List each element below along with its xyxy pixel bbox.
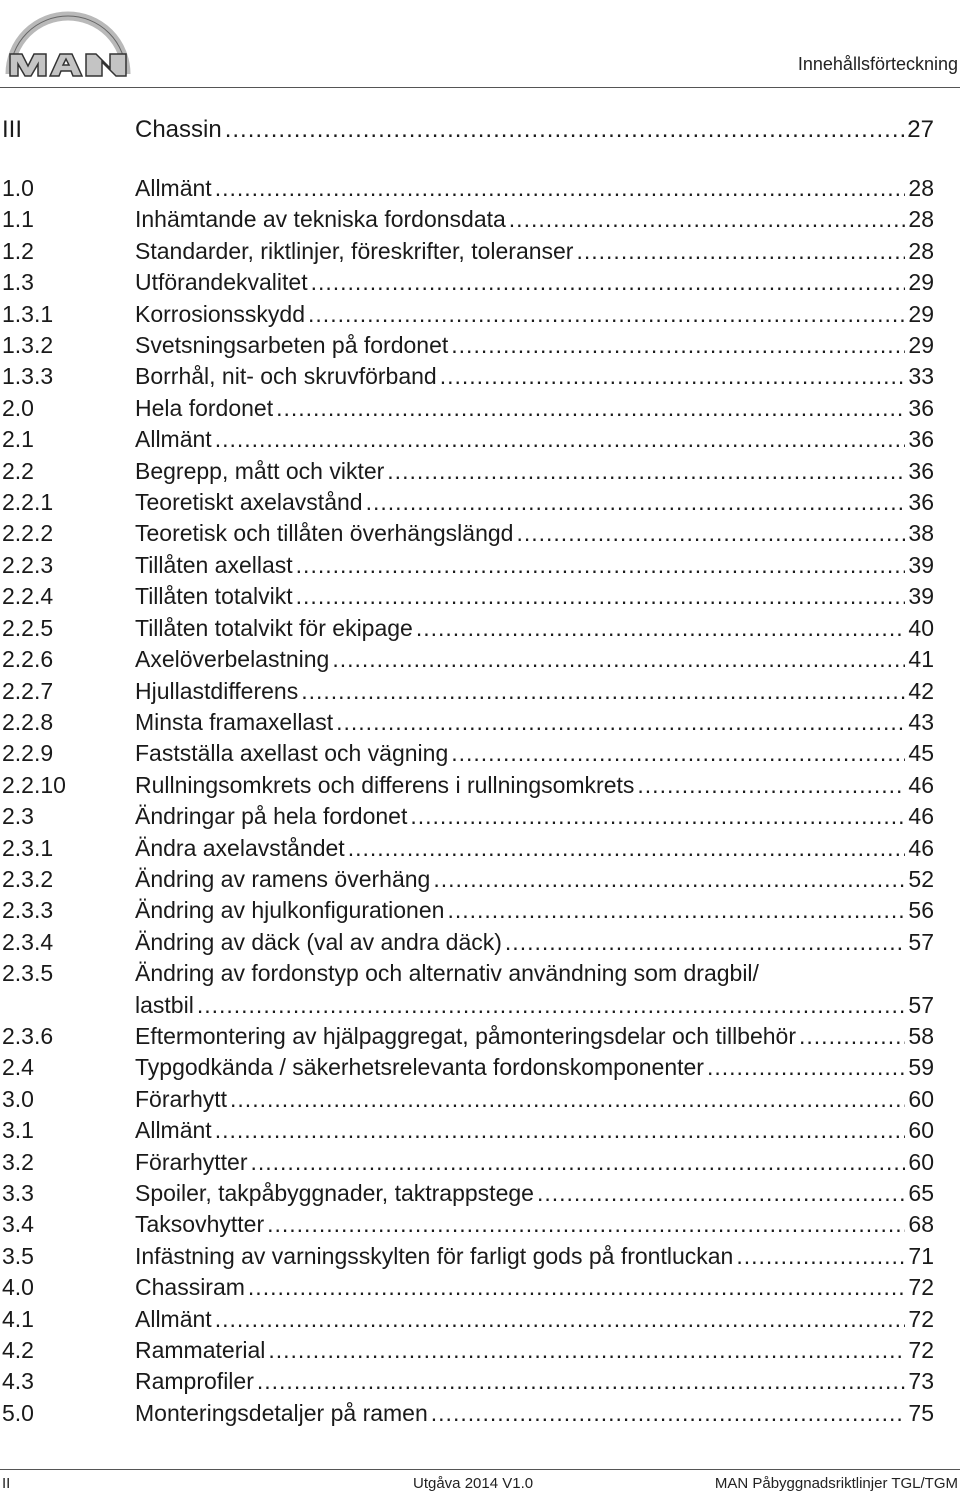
toc-entry-wrapped[interactable] [0, 958, 934, 1021]
toc-page: 41 [908, 646, 934, 673]
toc-title: Rullningsomkrets och differens i rullningsomkrets [135, 771, 635, 798]
toc-page: 72 [908, 1274, 934, 1301]
toc-entry[interactable] [0, 204, 934, 235]
toc-title: Tillåten totalvikt [135, 583, 293, 610]
toc-leader [308, 299, 905, 330]
toc-title: Teoretiskt axelavstånd [135, 489, 363, 516]
toc-number: 4.1 [2, 1305, 34, 1332]
toc-entry[interactable] [0, 1052, 934, 1083]
toc-page: 72 [908, 1337, 934, 1364]
toc-page: 58 [908, 1022, 934, 1049]
toc-title: Chassin [135, 116, 222, 143]
toc-page: 52 [908, 865, 934, 892]
toc-number: 4.2 [2, 1337, 34, 1364]
toc-entry[interactable] [0, 1178, 934, 1209]
toc-leader [336, 707, 905, 738]
toc-entry[interactable] [0, 864, 934, 895]
toc-title: Axelöverbelastning [135, 646, 330, 673]
toc-page: 33 [908, 363, 934, 390]
toc-leader [215, 1115, 906, 1146]
toc-page: 27 [907, 116, 934, 143]
toc-entry[interactable] [0, 1084, 934, 1115]
toc-entry[interactable] [0, 1021, 934, 1052]
toc-number: 2.3.5 [2, 960, 54, 987]
toc-title: Ändring av ramens överhäng [135, 865, 431, 892]
toc-entry[interactable] [0, 770, 934, 801]
toc-entry[interactable] [0, 1335, 934, 1366]
toc-title: Inhämtande av tekniska fordonsdata [135, 206, 506, 233]
toc-page: 36 [908, 426, 934, 453]
toc-title: Ramprofiler [135, 1368, 254, 1395]
toc-title: Spoiler, takpåbyggnader, taktrappstege [135, 1180, 534, 1206]
toc-leader [366, 487, 906, 518]
toc-entry[interactable] [0, 424, 934, 455]
toc-page: 29 [908, 269, 934, 296]
toc-entry[interactable] [0, 518, 934, 549]
toc-title: Eftermontering av hjälpaggregat, påmonteringsdelar och tillbehör [135, 1022, 797, 1049]
toc-entry[interactable] [0, 738, 934, 769]
toc-leader [301, 676, 905, 707]
toc-number: 2.1 [2, 426, 34, 453]
toc-entry[interactable] [0, 927, 934, 958]
toc-leader [215, 173, 906, 204]
toc-number: 3.0 [2, 1085, 34, 1112]
toc-number: III [2, 116, 23, 143]
toc-entry[interactable] [0, 1304, 934, 1335]
toc-entry[interactable] [0, 1272, 934, 1303]
toc-leader [410, 801, 905, 832]
toc-title: Allmänt [135, 175, 212, 201]
toc-title: Infästning av varningsskylten för farligt gods på frontluckan [135, 1242, 734, 1269]
toc-number: 4.0 [2, 1274, 34, 1301]
toc-entry[interactable] [0, 393, 934, 424]
toc-number: 1.3.3 [2, 363, 54, 390]
toc-number: 1.3 [2, 269, 34, 296]
toc-number: 3.1 [2, 1117, 34, 1144]
toc-page: 60 [908, 1117, 934, 1144]
toc-page: 36 [908, 457, 934, 484]
toc-title: Allmänt [135, 1305, 212, 1332]
toc-entry[interactable] [0, 581, 934, 612]
toc-title: Förarhytt [135, 1085, 228, 1112]
toc-entry[interactable] [0, 299, 934, 330]
footer-edition: Utgåva 2014 V1.0 [413, 1475, 534, 1492]
toc-title: Korrosionsskydd [135, 300, 306, 327]
toc-page: 60 [908, 1085, 934, 1112]
toc-title: Minsta framaxellast [135, 708, 334, 735]
toc-leader [215, 424, 906, 455]
toc-number: 2.2.4 [2, 583, 54, 610]
toc-number: 2.2.10 [2, 771, 66, 798]
toc-title: Monteringsdetaljer på ramen [135, 1399, 428, 1426]
toc-title: Hela fordonet [135, 394, 274, 421]
footer-page-number: II [2, 1475, 11, 1492]
toc-leader [257, 1366, 906, 1397]
toc-title-line1: Ändring av fordonstyp och alternativ användning som dragbil/ [135, 960, 759, 987]
toc-title: Typgodkända / säkerhetsrelevanta fordonskomponenter [135, 1054, 704, 1081]
toc-number: 3.5 [2, 1242, 34, 1269]
toc-page: 36 [908, 394, 934, 421]
toc-page: 42 [908, 677, 934, 704]
toc-leader [637, 770, 905, 801]
toc-title: Tillåten axellast [135, 551, 293, 578]
toc-leader [431, 1398, 906, 1429]
toc-entry[interactable] [0, 1398, 934, 1429]
toc-page: 40 [908, 614, 934, 641]
toc-entry[interactable] [0, 801, 934, 832]
toc-page: 65 [908, 1180, 934, 1206]
toc-number: 2.2.6 [2, 646, 54, 673]
toc-leader [451, 330, 905, 361]
toc-number: 2.2.9 [2, 740, 54, 767]
toc-title: Allmänt [135, 426, 212, 453]
table-of-contents [0, 110, 934, 1429]
footer-document-title: MAN Påbyggnadsriktlinjer TGL/TGM [714, 1475, 958, 1492]
toc-title: Tillåten totalvikt för ekipage [135, 614, 413, 641]
toc-title: Borrhål, nit- och skruvförband [135, 363, 437, 390]
toc-title: Allmänt [135, 1117, 212, 1144]
toc-number: 5.0 [2, 1399, 34, 1426]
toc-leader [267, 1209, 905, 1240]
toc-page: 28 [908, 237, 934, 264]
toc-number: 2.2.5 [2, 614, 54, 641]
toc-entry[interactable] [0, 330, 934, 361]
toc-entry[interactable] [0, 1147, 934, 1178]
toc-leader [215, 1304, 906, 1335]
toc-leader [433, 864, 905, 895]
toc-entry[interactable] [0, 361, 934, 392]
toc-number: 2.3.2 [2, 865, 54, 892]
toc-page: 75 [908, 1399, 934, 1426]
toc-number: 2.2.7 [2, 677, 54, 704]
toc-leader [440, 361, 906, 392]
toc-number: 2.3.4 [2, 928, 54, 955]
toc-number: 2.3 [2, 803, 34, 830]
toc-title: Ändringar på hela fordonet [135, 803, 408, 830]
toc-entry[interactable] [0, 267, 934, 298]
toc-title: Chassiram [135, 1274, 245, 1301]
toc-leader [736, 1241, 905, 1272]
toc-title: Rammaterial [135, 1337, 266, 1364]
toc-entry[interactable] [0, 173, 934, 204]
toc-number: 3.3 [2, 1180, 34, 1206]
toc-title: Förarhytter [135, 1148, 248, 1175]
toc-entry[interactable] [0, 833, 934, 864]
toc-title: Ändring av däck (val av andra däck) [135, 928, 502, 955]
man-logo [2, 2, 134, 78]
toc-leader [537, 1178, 905, 1209]
toc-number: 4.3 [2, 1368, 34, 1395]
toc-leader [332, 644, 905, 675]
toc-number: 3.4 [2, 1211, 34, 1238]
toc-leader [799, 1021, 905, 1052]
toc-leader [707, 1052, 905, 1083]
toc-leader [387, 456, 905, 487]
toc-number: 1.1 [2, 206, 34, 233]
toc-page: 39 [908, 583, 934, 610]
toc-entry[interactable] [0, 487, 934, 518]
toc-leader [268, 1335, 905, 1366]
toc-entry[interactable] [0, 613, 934, 644]
toc-title: Hjullastdifferens [135, 677, 299, 704]
header-title: Innehållsförteckning [797, 54, 958, 74]
toc-leader [197, 990, 906, 1021]
toc-number: 1.2 [2, 237, 34, 264]
svg-text:MAN: MAN [68, 75, 71, 76]
toc-page: 56 [908, 897, 934, 924]
toc-number: 2.3.6 [2, 1022, 54, 1049]
toc-number: 2.3.3 [2, 897, 54, 924]
toc-page: 68 [908, 1211, 934, 1238]
toc-leader [296, 581, 906, 612]
toc-page: 29 [908, 332, 934, 359]
toc-page: 28 [908, 175, 934, 201]
toc-page: 57 [908, 991, 934, 1018]
toc-number: 1.3.1 [2, 300, 54, 327]
toc-entry[interactable] [0, 550, 934, 581]
toc-entry[interactable] [0, 676, 934, 707]
toc-number: 2.2.2 [2, 520, 54, 547]
toc-leader [250, 1147, 905, 1178]
toc-leader [225, 110, 905, 150]
toc-entry[interactable] [0, 456, 934, 487]
toc-page: 29 [908, 300, 934, 327]
toc-title: Teoretisk och tillåten överhängslängd [135, 520, 514, 547]
toc-section-heading[interactable] [0, 110, 934, 150]
toc-page: 28 [908, 206, 934, 233]
toc-entry[interactable] [0, 1209, 934, 1240]
toc-number: 2.2.1 [2, 489, 54, 516]
toc-title: Ändra axelavståndet [135, 834, 345, 861]
toc-page: 72 [908, 1305, 934, 1332]
toc-page: 43 [908, 708, 934, 735]
toc-page: 60 [908, 1148, 934, 1175]
toc-leader [516, 518, 905, 549]
toc-title: Ändring av hjulkonfigurationen [135, 897, 445, 924]
toc-number: 3.2 [2, 1148, 34, 1175]
footer-divider [0, 1469, 960, 1470]
toc-page: 59 [908, 1054, 934, 1081]
toc-title-line2: lastbil [135, 991, 194, 1018]
toc-leader [447, 895, 905, 926]
toc-number: 2.3.1 [2, 834, 54, 861]
toc-entry[interactable] [0, 1115, 934, 1146]
toc-page: 45 [908, 740, 934, 767]
toc-page: 57 [908, 928, 934, 955]
toc-entry[interactable] [0, 644, 934, 675]
toc-title: Begrepp, mått och vikter [135, 457, 385, 484]
toc-entry[interactable] [0, 1241, 934, 1272]
toc-page: 73 [908, 1368, 934, 1395]
toc-number: 2.2.3 [2, 551, 54, 578]
toc-leader [576, 236, 905, 267]
toc-leader [311, 267, 906, 298]
toc-page: 71 [908, 1242, 934, 1269]
toc-title: Svetsningsarbeten på fordonet [135, 332, 449, 359]
toc-leader [276, 393, 905, 424]
toc-entry[interactable] [0, 1366, 934, 1397]
toc-leader [416, 613, 906, 644]
toc-leader [451, 738, 905, 769]
toc-page: 46 [908, 803, 934, 830]
toc-number: 2.0 [2, 394, 34, 421]
toc-entry[interactable] [0, 236, 934, 267]
toc-leader [296, 550, 906, 581]
toc-entry[interactable] [0, 895, 934, 926]
toc-number: 2.2.8 [2, 708, 54, 735]
toc-title: Taksovhytter [135, 1211, 265, 1238]
toc-leader [230, 1084, 905, 1115]
toc-number: 2.4 [2, 1054, 34, 1081]
toc-entry[interactable] [0, 707, 934, 738]
toc-title: Standarder, riktlinjer, föreskrifter, toleranser [135, 237, 574, 264]
toc-number: 1.3.2 [2, 332, 54, 359]
toc-number: 1.0 [2, 175, 34, 201]
toc-leader [348, 833, 906, 864]
toc-leader [248, 1272, 905, 1303]
toc-page: 46 [908, 834, 934, 861]
toc-page: 46 [908, 771, 934, 798]
toc-leader [505, 927, 905, 958]
header-divider [0, 87, 960, 88]
toc-page: 38 [908, 520, 934, 547]
toc-page: 39 [908, 551, 934, 578]
toc-leader [509, 204, 906, 235]
toc-number: 2.2 [2, 457, 34, 484]
toc-title: Utförandekvalitet [135, 269, 308, 296]
toc-title: Fastställa axellast och vägning [135, 740, 449, 767]
toc-page: 36 [908, 489, 934, 516]
